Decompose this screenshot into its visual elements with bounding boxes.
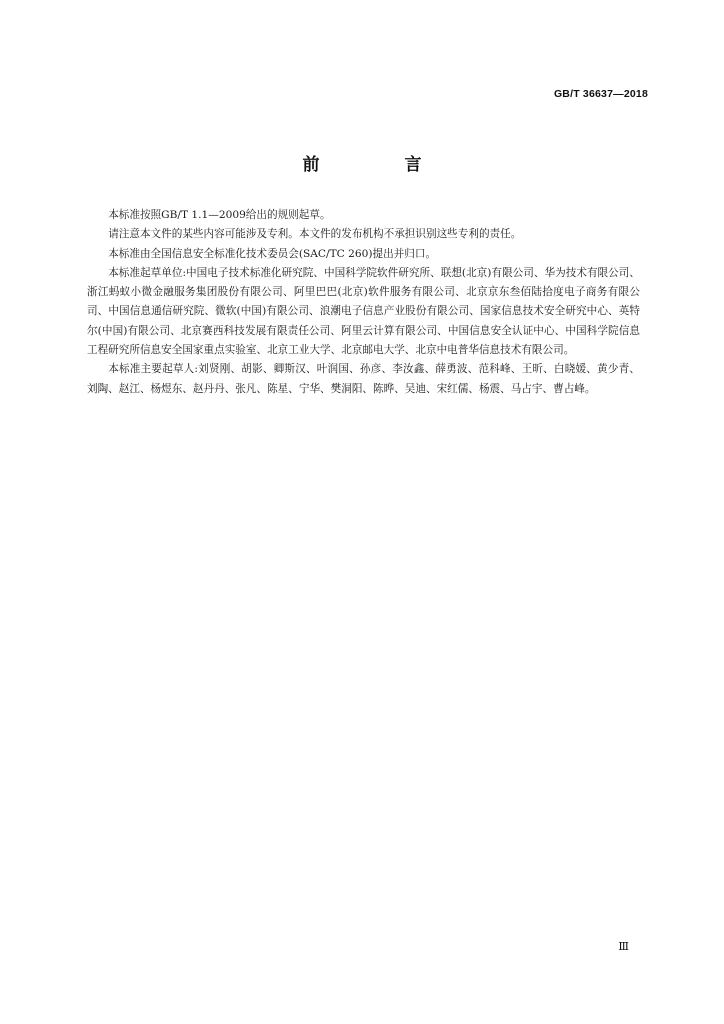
standard-code-header: GB/T 36637—2018 (553, 88, 648, 100)
paragraph-drafting-organizations: 本标准起草单位:中国电子技术标准化研究院、中国科学院软件研究所、联想(北京)有限公司、华为技术有限公司、浙江蚂蚁小微金融服务集团股份有限公司、阿里巴巴(北京)软件服务有限公司、北京京东叁佰陆拾度电子商务有限公司、中国信息通信研究院、微软(中国)有限公司、浪潮电子信息产业股份有限公司、国家信息技术安全研究中心、英特尔(中国)有限公司、北京赛西科技发展有限责任公司、阿里云计算有限公司、中国信息安全认证中心、中国科学院信息工程研究所信息安全国家重点实验室、北京工业大学、北京邮电大学、北京中电普华信息技术有限公司。 (87, 266, 640, 357)
foreword-body (87, 206, 640, 399)
paragraph-drafting-rules: 本标准按照GB/T 1.1—2009给出的规则起草。 (108, 209, 331, 221)
paragraph-main-drafters: 本标准主要起草人:刘贤刚、胡影、卿斯汉、叶润国、孙彦、李汝鑫、薛勇波、范科峰、王昕、白晓媛、黄少青、刘陶、赵江、杨煜东、赵丹丹、张凡、陈星、宁华、樊洞阳、陈晔、吴迪、宋红儒、杨震、马占宇、曹占峰。 (87, 363, 640, 395)
paragraph-patent-notice: 请注意本文件的某些内容可能涉及专利。本文件的发布机构不承担识别这些专利的责任。 (108, 228, 522, 241)
page-title: 前 言 (302, 155, 456, 175)
paragraph-proposer: 本标准由全国信息安全标准化技术委员会(SAC/TC 260)提出并归口。 (108, 247, 437, 260)
page-number: Ⅲ (618, 940, 629, 953)
